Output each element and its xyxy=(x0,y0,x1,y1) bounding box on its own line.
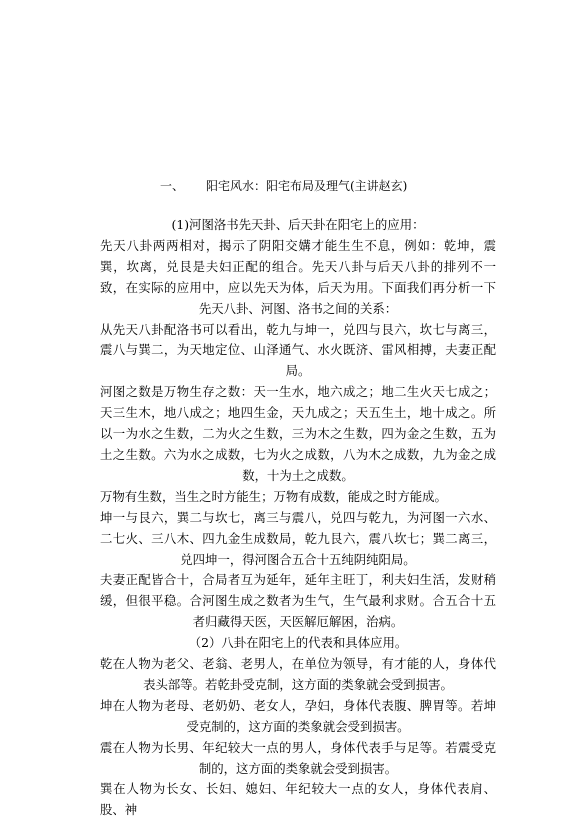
paragraph: 乾在人物为老父、老翁、老男人，在单位为领导，有才能的人，身体代表头部等。若乾卦受克制，这方面的类象就会受到损害。 xyxy=(100,656,496,692)
subsection-title: (1)河图洛书先天卦、后天卦在阳宅上的应用： xyxy=(171,217,425,232)
paragraph: 巽在人物为长女、长妇、媳妇、年纪较大一点的女人，身体代表肩、股、神 xyxy=(100,781,496,818)
subsection-title: （2）八卦在阳宅上的代表和具体应用。 xyxy=(188,635,408,651)
section-number: 一、 xyxy=(160,179,185,193)
paragraph: 河图之数是万物生存之数：天一生水，地六成之；地二生火天七成之；天三生木，地八成之；地四生金，天九成之；天五生土，地十成之。所以一为水之生数，二为火之生数，三为木之生数，四为金之生数，五为土之生数。六为水之成数，七为火之成数，八为木之成数，九为金之成数，十为土之成数。 xyxy=(100,384,496,483)
section-title: 阳宅风水：阳宅布局及理气(主讲赵玄) xyxy=(206,179,408,193)
paragraph: 坤在人物为老母、老奶奶、老女人，孕妇，身体代表腹、脾胃等。若坤受克制的，这方面的类象就会受到损害。 xyxy=(100,697,496,734)
document-body xyxy=(100,215,496,821)
paragraph: 坤一与艮六，巽二与坎七，离三与震八，兑四与乾九，为河图一六水、二七火、三八木、四九金生成数局，乾九艮六，震八坎七；巽二离三，兑四坤一，得河图合五合十五纯阴纯阳局。 xyxy=(100,509,496,567)
paragraph: 夫妻正配皆合十，合局者互为延年，延年主旺丁，利夫妇生活，发财稍缓，但很平稳。合河图生成之数者为生气，生气最利求财。合五合十五者归藏得天医，天医解厄解困，治病。 xyxy=(100,572,496,630)
paragraph: 从先天八卦配洛书可以看出，乾九与坤一，兑四与艮六，坎七与离三，震八与巽二，为天地定位、山泽通气、水火既济、雷风相搏，夫妻正配局。 xyxy=(100,321,496,379)
paragraph: 万物有生数，当生之时方能生；万物有成数，能成之时方能成。 xyxy=(100,488,447,504)
paragraph: 震在人物为长男、年纪较大一点的男人，身体代表手与足等。若震受克制的，这方面的类象就会受到损害。 xyxy=(100,739,496,776)
section-heading xyxy=(160,177,407,194)
paragraph: 先天八卦两两相对，揭示了阴阳交媾才能生生不息，例如：乾坤，震巽，坎离，兑艮是夫妇正配的组合。先天八卦与后天八卦的排列不一致，在实际的应用中，应以先天为体，后天为用。下面我们再分析一下先天八卦、河图、洛书之间的关系： xyxy=(100,237,496,316)
